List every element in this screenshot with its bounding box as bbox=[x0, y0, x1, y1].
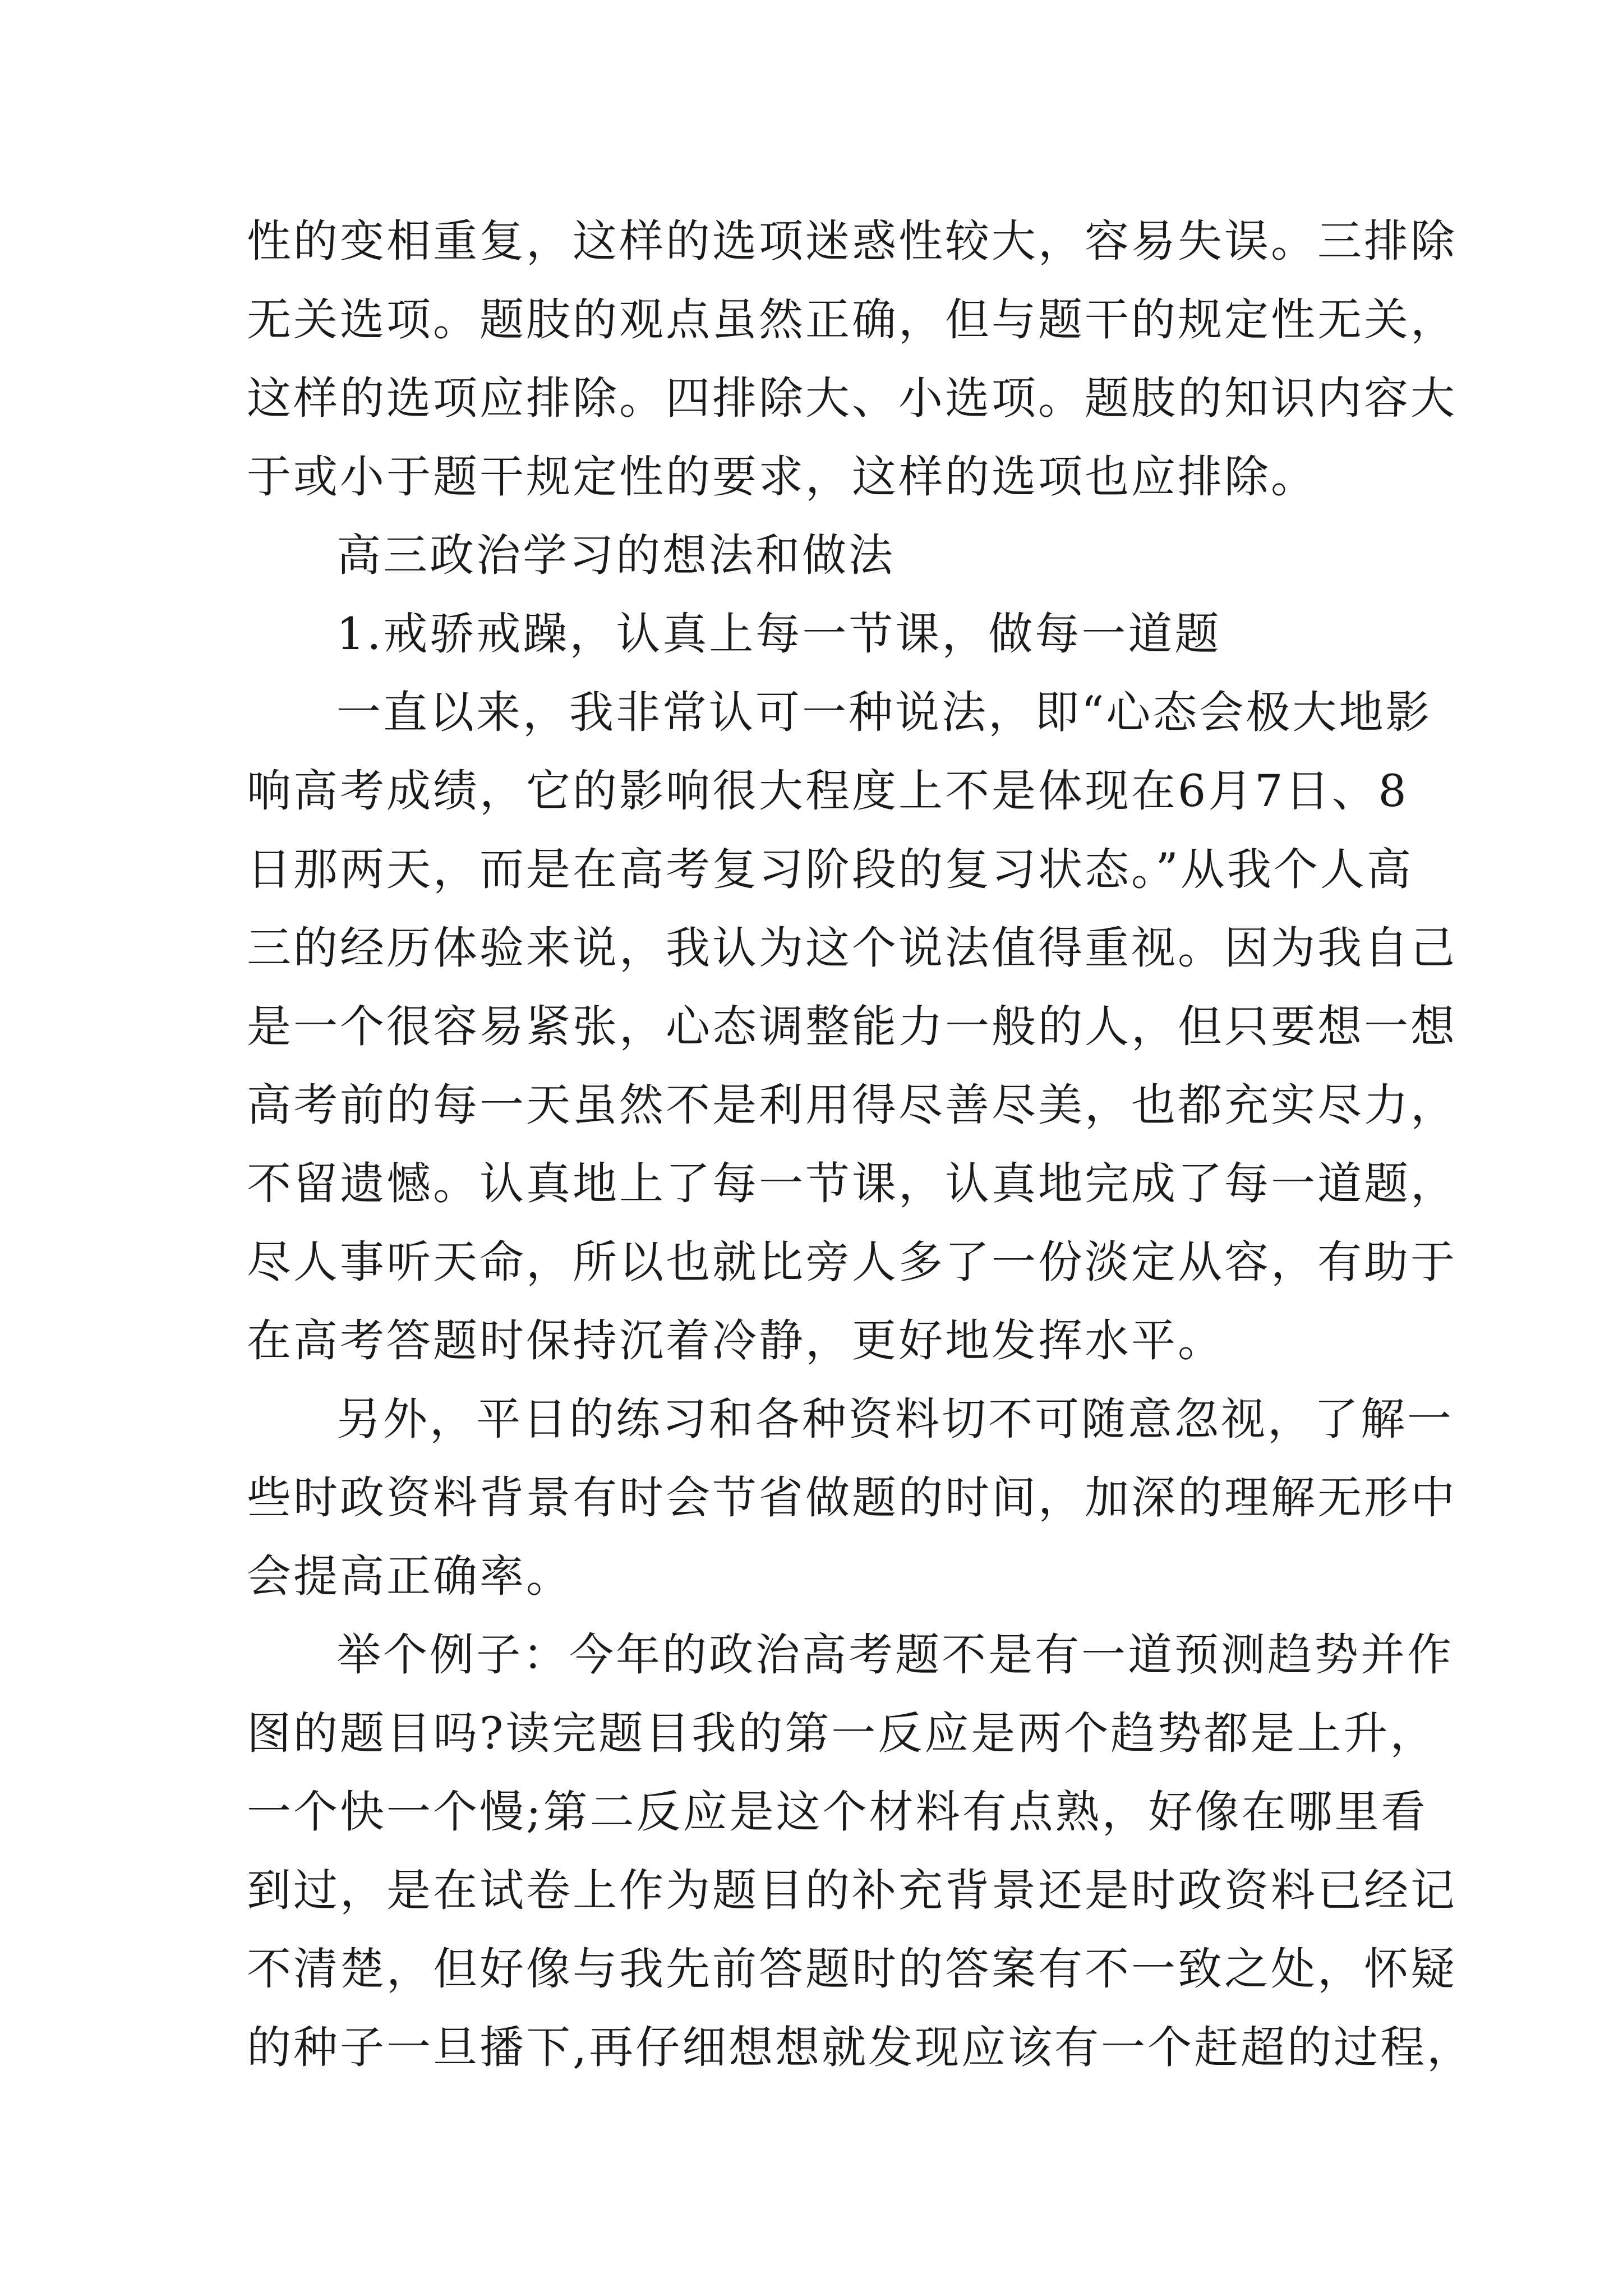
text-line: 一个快一个慢;第二反应是这个材料有点熟，好像在哪里看 bbox=[247, 1786, 1428, 1838]
text-line: 举个例子：今年的政治高考题不是有一道预测趋势并作 bbox=[336, 1629, 1454, 1681]
text-line: 尽人事听天命，所以也就比旁人多了一份淡定从容，有助于 bbox=[247, 1236, 1457, 1288]
text-line: 响高考成绩，它的影响很大程度上不是体现在6月7日、8 bbox=[247, 765, 1409, 817]
text-line: 些时政资料背景有时会节省做题的时间，加深的理解无形中 bbox=[247, 1472, 1457, 1524]
text-line: 不留遗憾。认真地上了每一节课，认真地完成了每一道题， bbox=[247, 1158, 1457, 1209]
text-line: 是一个很容易紧张，心态调整能力一般的人，但只要想一想 bbox=[247, 1001, 1457, 1052]
text-line: 另外，平日的练习和各种资料切不可随意忽视，了解一 bbox=[336, 1393, 1454, 1445]
text-line: 一直以来，我非常认可一种说法，即“心态会极大地影 bbox=[336, 687, 1432, 738]
text-line: 日那两天，而是在高考复习阶段的复习状态。”从我个人高 bbox=[247, 844, 1413, 895]
text-line: 性的变相重复，这样的选项迷惑性较大，容易失误。三排除 bbox=[247, 215, 1457, 267]
text-line: 会提高正确率。 bbox=[247, 1550, 573, 1602]
text-line: 这样的选项应排除。四排除大、小选项。题肢的知识内容大 bbox=[247, 372, 1457, 424]
text-line: 无关选项。题肢的观点虽然正确，但与题干的规定性无关， bbox=[247, 294, 1457, 346]
section-heading: 高三政治学习的想法和做法 bbox=[336, 530, 895, 581]
text-line: 在高考答题时保持沉着冷静，更好地发挥水平。 bbox=[247, 1315, 1224, 1366]
text-line: 不清楚，但好像与我先前答题时的答案有不一致之处，怀疑 bbox=[247, 1943, 1457, 1995]
text-line: 高考前的每一天虽然不是利用得尽善尽美，也都充实尽力， bbox=[247, 1079, 1457, 1131]
text-line: 图的题目吗?读完题目我的第一反应是两个趋势都是上升， bbox=[247, 1708, 1437, 1759]
text-line: 的种子一旦播下,再仔细想想就发现应该有一个赶超的过程， bbox=[247, 2022, 1474, 2073]
subheading: 1.戒骄戒躁，认真上每一节课，做每一道题 bbox=[336, 608, 1221, 660]
text-line: 三的经历体验来说，我认为这个说法值得重视。因为我自己 bbox=[247, 922, 1457, 974]
text-line: 到过，是在试卷上作为题目的补充背景还是时政资料已经记 bbox=[247, 1865, 1457, 1916]
text-line: 于或小于题干规定性的要求，这样的选项也应排除。 bbox=[247, 451, 1317, 503]
